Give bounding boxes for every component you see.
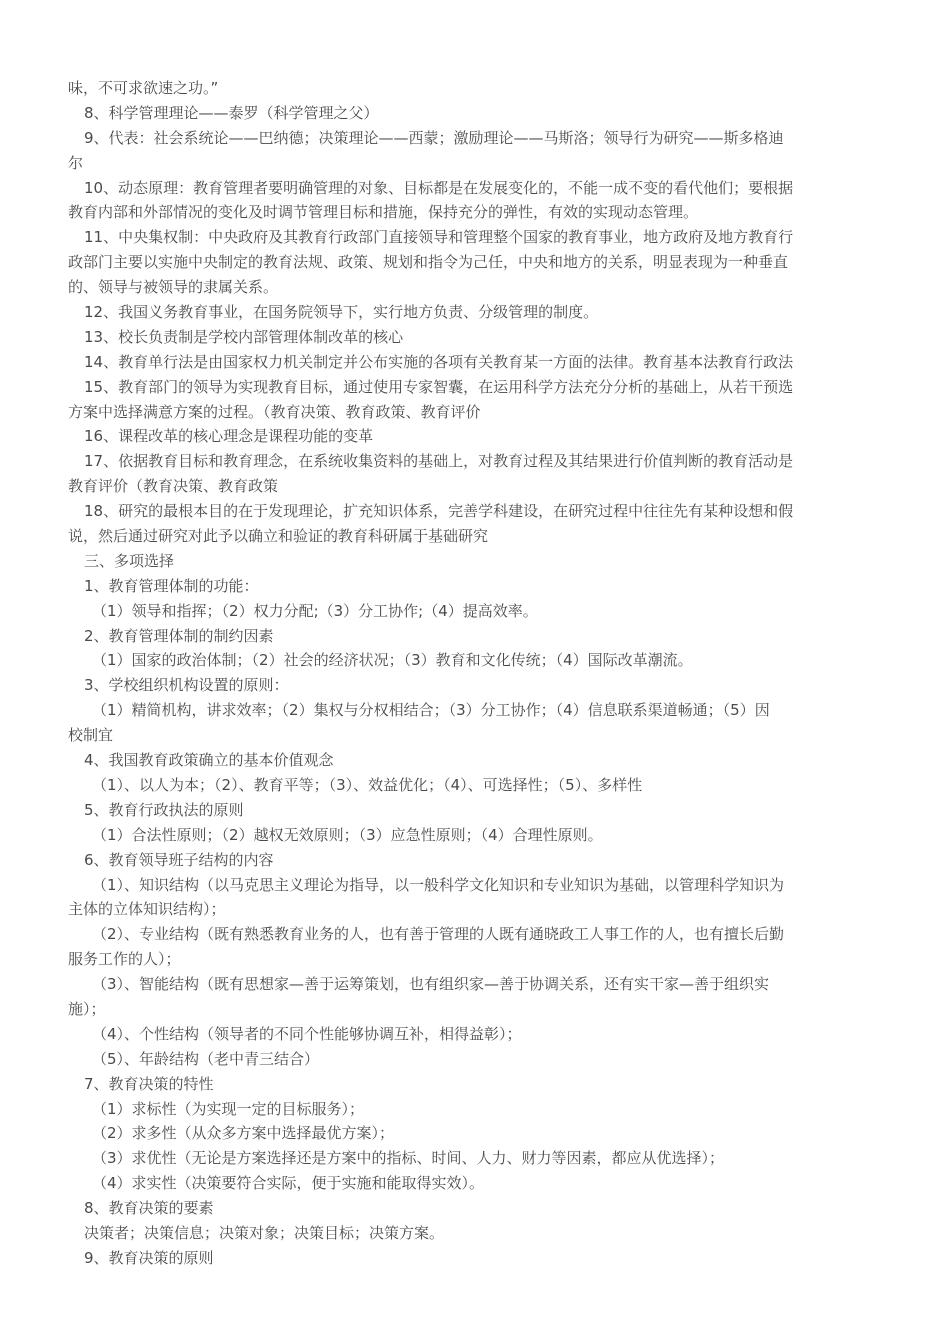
text-line: 施）； [68,999,106,1018]
text-line: （1）国家的政治体制；（2）社会的经济状况；（3）教育和文化传统；（4）国际改革潮流。 [92,651,693,670]
text-line: （3）、智能结构（既有思想家—善于运筹策划，也有组织家—善于协调关系，还有实干家—善于组织实 [92,975,770,994]
text-line: 决策者；决策信息；决策对象；决策目标；决策方案。 [84,1223,445,1242]
text-line: 18、研究的最根本目的在于发现理论，扩充知识体系，完善学科建设，在研究过程中往往先有某种设想和假 [84,502,794,521]
text-line: 教育内部和外部情况的变化及时调节管理目标和措施，保持充分的弹性，有效的实现动态管理。 [68,203,699,222]
text-line: 7、教育决策的特性 [84,1074,214,1093]
text-line: 3、学校组织机构设置的原则： [84,676,289,695]
text-line: 服务工作的人）； [68,950,181,969]
text-line: 说，然后通过研究对此予以确立和验证的教育科研属于基础研究 [68,527,489,546]
text-line: 13、校长负责制是学校内部管理体制改革的核心 [84,327,404,346]
text-line: 11、中央集权制：中央政府及其教育行政部门直接领导和管理整个国家的教育事业，地方政府及地方教育行 [84,228,794,247]
text-line: 6、教育领导班子结构的内容 [84,850,274,869]
text-line: （2）、专业结构（既有熟悉教育业务的人，也有善于管理的人既有通晓政工人事工作的人，也有擅长后勤 [92,925,785,944]
text-line: （1）、以人为本；（2）、教育平等；（3）、效益优化；（4）、可选择性；（5）、多样性 [92,775,643,794]
text-line: （4）、个性结构（领导者的不同个性能够协调互补，相得益彰）； [92,1024,522,1043]
text-line: 16、课程改革的核心理念是课程功能的变革 [84,427,374,446]
text-line: 政部门主要以实施中央制定的教育法规、政策、规划和指令为己任，中央和地方的关系，明显表现为一种垂直 [68,253,789,272]
text-line: （3）求优性（无论是方案选择还是方案中的指标、时间、人力、财力等因素，都应从优选择）； [92,1149,725,1168]
text-line: 尔 [68,153,84,172]
text-line: （5）、年龄结构（老中青三结合） [92,1049,320,1068]
text-line: 15、教育部门的领导为实现教育目标，通过使用专家智囊，在运用科学方法充分分析的基础上，从若干预选 [84,377,794,396]
text-line: 8、科学管理理论——泰罗（科学管理之父） [84,103,379,122]
text-line: 校制宜 [68,726,114,745]
text-line: 三、多项选择 [84,551,175,570]
text-line: （2）求多性（从众多方案中选择最优方案）； [92,1124,395,1143]
text-line: 8、教育决策的要素 [84,1199,214,1218]
text-line: 4、我国教育政策确立的基本价值观念 [84,751,334,770]
text-line: （4）求实性（决策要符合实际，便于实施和能取得实效）。 [92,1174,485,1193]
text-line: 14、教育单行法是由国家权力机关制定并公布实施的各项有关教育某一方面的法律。教育基本法教育行政法 [84,352,794,371]
text-line: （1）、知识结构（以马克思主义理论为指导，以一般科学文化知识和专业知识为基础，以管理科学知识为 [92,875,785,894]
text-line: 主体的立体知识结构）； [68,900,226,919]
text-line: 教育评价（教育决策、教育政策 [68,477,279,496]
text-line: 12、我国义务教育事业，在国务院领导下，实行地方负责、分级管理的制度。 [84,303,599,322]
document-body [68,76,880,1271]
text-line: 10、动态原理：教育管理者要明确管理的对象、目标都是在发展变化的，不能一成不变的看代他们；要根据 [84,178,794,197]
text-line: 1、教育管理体制的功能： [84,576,259,595]
text-line: 2、教育管理体制的制约因素 [84,626,274,645]
text-line: 的、领导与被领导的隶属关系。 [68,278,279,297]
text-line: （1）合法性原则；（2）越权无效原则；（3）应急性原则；（4）合理性原则。 [92,825,603,844]
text-line: 17、依据教育目标和教育理念，在系统收集资料的基础上，对教育过程及其结果进行价值判断的教育活动是 [84,452,794,471]
text-line: 5、教育行政执法的原则 [84,800,244,819]
text-line: 味，不可求欲速之功。” [68,79,219,97]
text-line: （1）求标性（为实现一定的目标服务）； [92,1099,365,1118]
text-line: 方案中选择满意方案的过程。（教育决策、教育政策、教育评价 [68,402,481,421]
text-line: 9、代表：社会系统论——巴纳德；决策理论——西蒙；激励理论——马斯洛；领导行为研究——斯多格迪 [84,128,784,147]
text-line: （1）精简机构，讲求效率；（2）集权与分权相结合；（3）分工协作；（4）信息联系渠道畅通；（5）因 [92,701,770,720]
text-line: （1）领导和指挥；（2）权力分配;（3）分工协作;（4）提高效率。 [92,601,538,620]
text-line: 9、教育决策的原则 [84,1248,214,1267]
